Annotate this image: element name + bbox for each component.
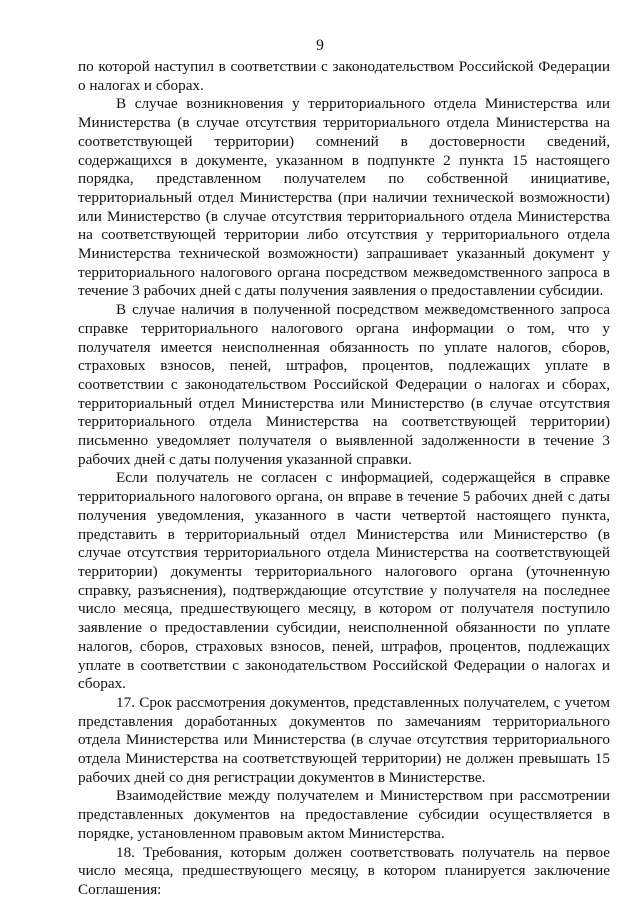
paragraph-interaction: Взаимодействие между получателем и Министерством при рассмотрении представленных документов на предоставление субсидии осуществляется в порядке, установленном правовым актом Министерства. xyxy=(78,787,610,842)
paragraph-item-17: 17. Срок рассмотрения документов, представленных получателем, с учетом представления доработанных документов по замечаниям территориального отдела Министерства или Министерства (в случае отсутствия территориального отдела Министерства на соответствующей территории) не должен превышать 15 рабочих дней со дня регистрации документов в Министерстве. xyxy=(78,693,610,786)
paragraph-continuation: по которой наступил в соответствии с законодательством Российской Федерации о налогах и сборах. xyxy=(78,58,610,94)
paragraph-doubts-verification: В случае возникновения у территориального отдела Министерства или Министерства (в случае отсутствия территориального отдела Министерства на соответствующей территории) сомнений в достоверности сведений, содержащихся в документе, указанном в подпункте 2 пункта 15 настоящего порядка, представленном получателем по собственной инициативе, территориальный отдел Министерства (при наличии технической возможности) или Министерство (в случае отсутствия территориального отдела Министерства на соответствующей территории либо отсутствия у территориального отдела Министерства технической возможности) запрашивает указанный документ у территориального налогового органа посредством межведомственного запроса в течение 3 рабочих дней с даты получения заявления о предоставлении субсидии. xyxy=(78,95,610,300)
paragraph-item-18: 18. Требования, которым должен соответствовать получатель на первое число месяца, предшествующего месяцу, в котором планируется заключение Соглашения: xyxy=(78,843,610,898)
paragraph-disagreement: Если получатель не согласен с информацией, содержащейся в справке территориального налогового органа, он вправе в течение 5 рабочих дней с даты получения уведомления, указанного в части четвертой настоящего пункта, представить в территориальный отдел Министерства или Министерство (в случае отсутствия территориального отдела Министерства на соответствующей территории) документы территориального налогового органа (уточненную справку, разъяснения), подтверждающие отсутствие у получателя на последнее число месяца, предшествующего месяцу, в котором от получателя поступило заявление о предоставлении субсидии, неисполненной обязанности по уплате налогов, сборов, страховых взносов, пеней, штрафов, процентов, подлежащих уплате в соответствии с законодательством Российской Федерации о налогах и сборах. xyxy=(78,469,610,693)
document-body xyxy=(78,58,610,900)
paragraph-tax-debt-notice: В случае наличия в полученной посредством межведомственного запроса справке территориального налогового органа информации о том, что у получателя имеется неисполненная обязанность по уплате налогов, сборов, страховых взносов, пеней, штрафов, процентов, подлежащих уплате в соответствии с законодательством Российской Федерации о налогах и сборах, территориальный отдел Министерства или Министерство (в случае отсутствия территориального отдела Министерства на соответствующей территории) письменно уведомляет получателя о выявленной задолженности в течение 3 рабочих дней с даты получения указанной справки. xyxy=(78,301,610,468)
page-number: 9 xyxy=(316,37,324,54)
